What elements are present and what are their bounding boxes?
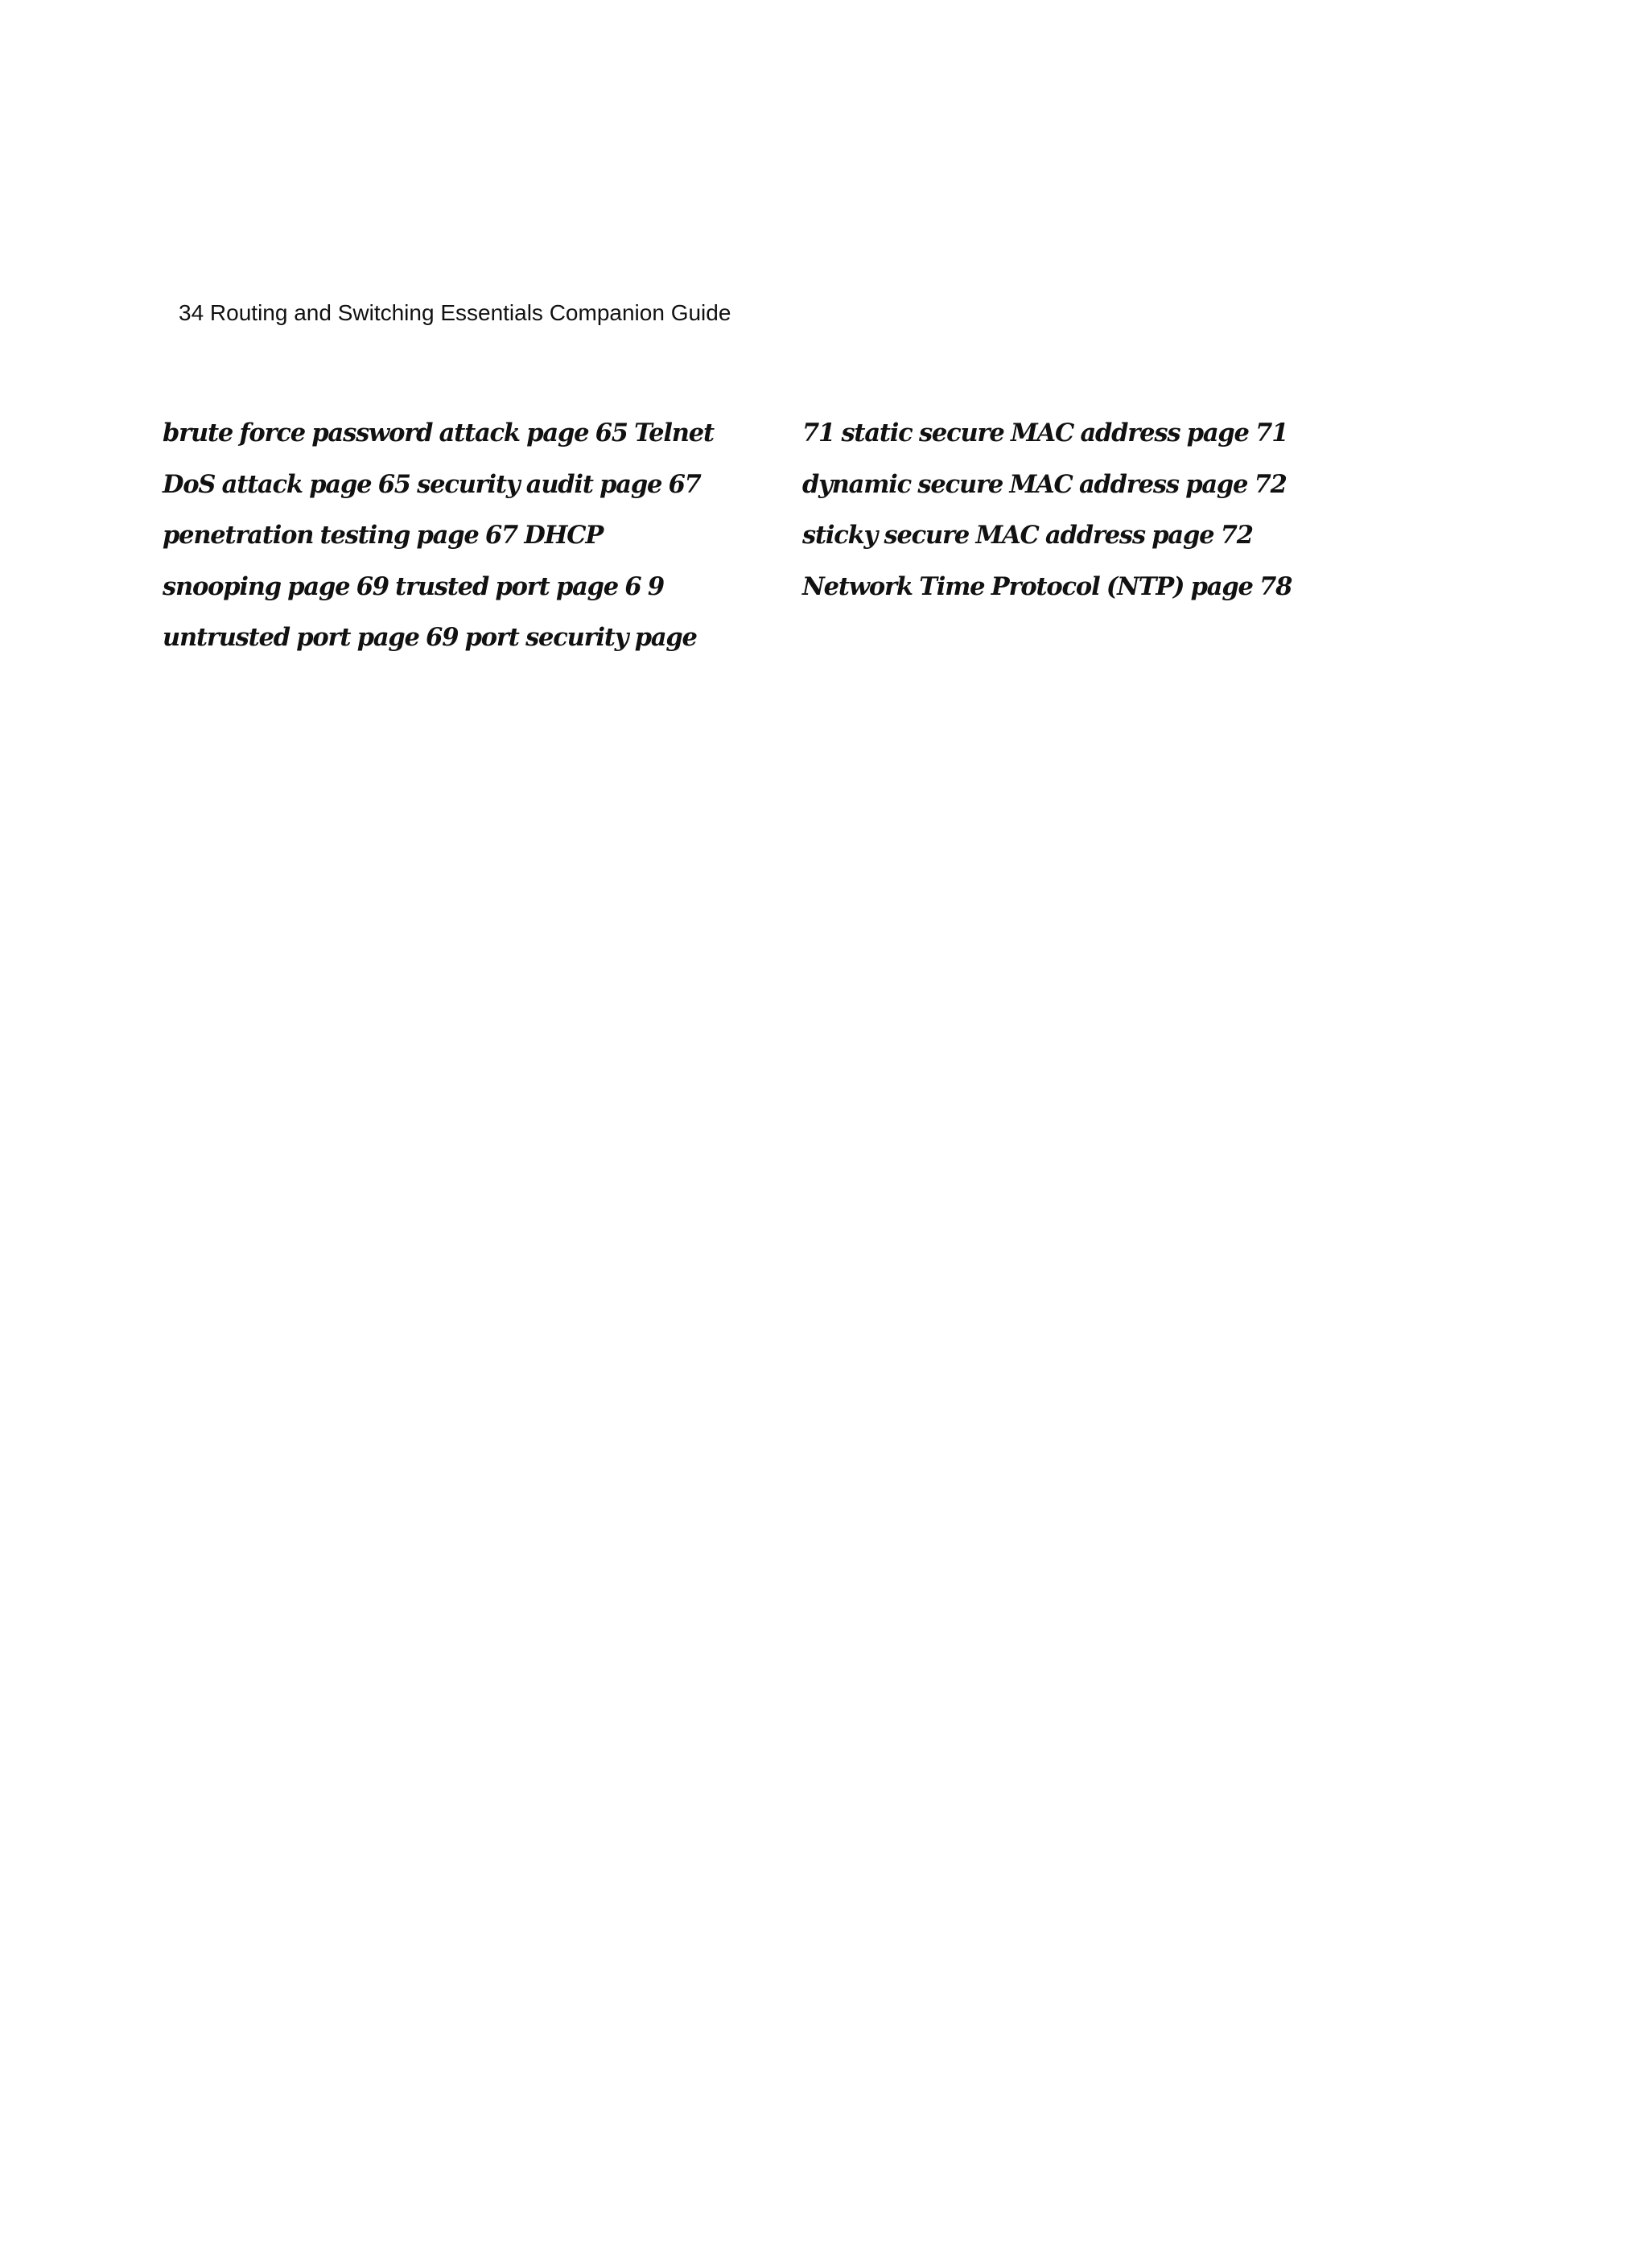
key-term-line: 71 static secure MAC address page 71 xyxy=(802,419,1288,447)
key-term-line: brute force password attack page 65 Telnet xyxy=(163,419,714,447)
key-term-line: Network Time Protocol (NTP) page 78 xyxy=(802,571,1292,601)
key-term-line: sticky secure MAC address page 72 xyxy=(802,521,1253,550)
key-term-line: snooping page 69 trusted port page 6 9 xyxy=(163,571,664,601)
key-terms-right-column xyxy=(802,412,1292,616)
key-terms-left-column xyxy=(163,412,714,668)
running-header: 34 Routing and Switching Essentials Companion Guide xyxy=(179,300,731,325)
key-term-line: DoS attack page 65 security audit page 67 xyxy=(163,469,701,499)
key-term-line: penetration testing page 67 DHCP xyxy=(163,521,604,550)
key-term-line: dynamic secure MAC address page 72 xyxy=(802,469,1287,499)
key-term-line: untrusted port page 69 port security page xyxy=(163,623,697,652)
